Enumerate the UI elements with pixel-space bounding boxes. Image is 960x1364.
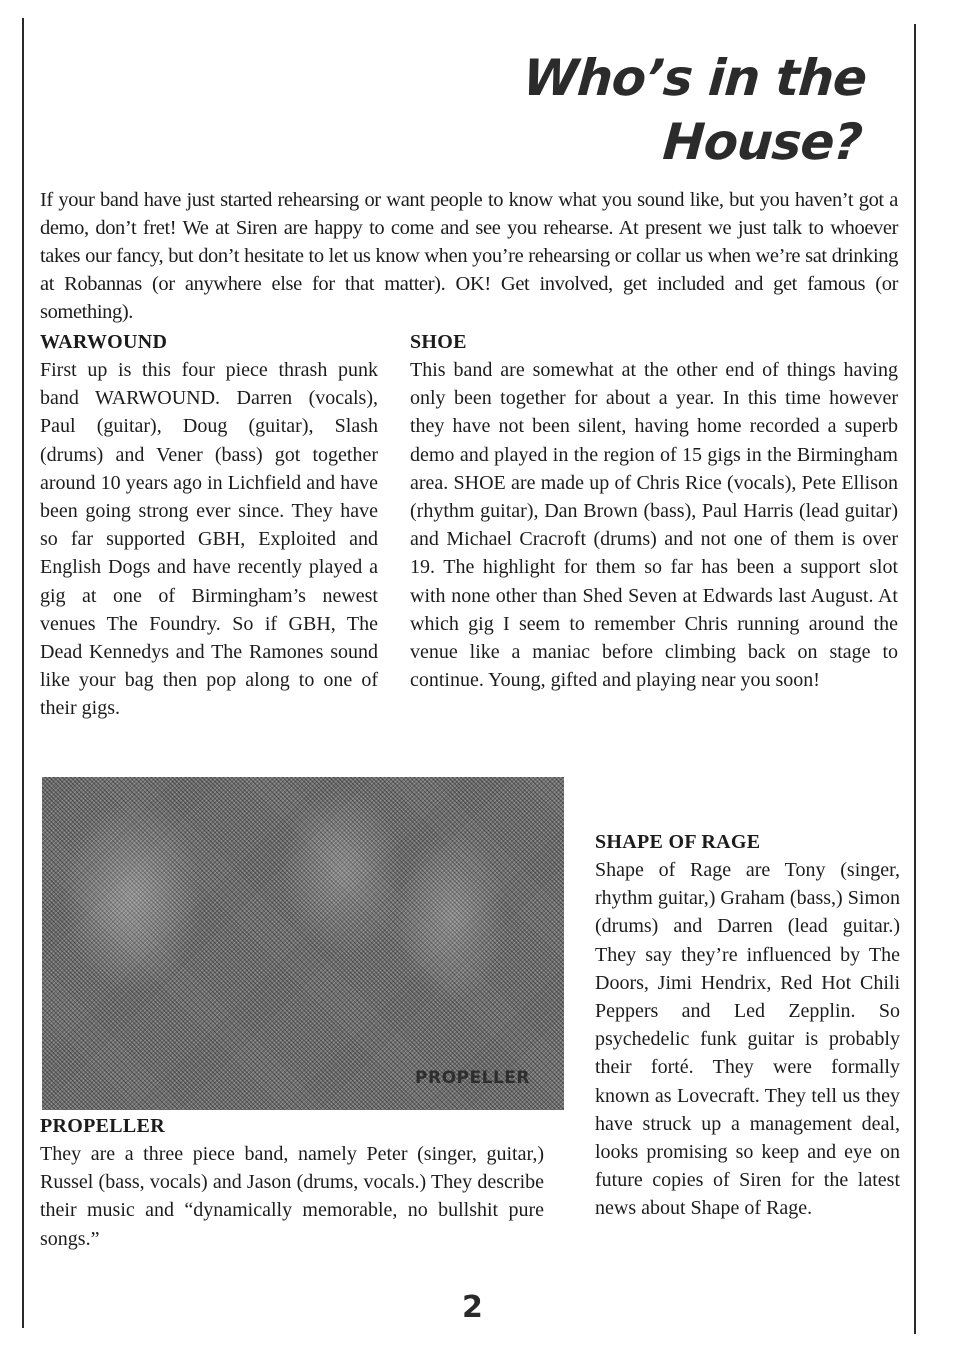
- band-photo-propeller: [42, 777, 564, 1110]
- section-warwound: [40, 328, 378, 723]
- title-line-1: Who’s in the: [521, 49, 869, 107]
- section-heading: SHOE: [410, 331, 467, 353]
- right-border-rule: [914, 24, 916, 1334]
- section-heading: SHAPE OF RAGE: [595, 831, 761, 853]
- section-body: First up is this four piece thrash punk band WARWOUND. Darren (vocals), Paul (guitar), Doug (guitar), Slash (drums) and Vener (bass) got together around 10 years ago in Lichfield and have been going strong ever since. They have so far supported GBH, Exploited and English Dogs and have recently played a gig at one of Birmingham’s newest venues The Foundry. So if GBH, The Dead Kennedys and The Ramones sound like your bag then pop along to one of their gigs.: [40, 359, 378, 720]
- section-propeller: [40, 1112, 544, 1253]
- photo-label: PROPELLER: [415, 1068, 530, 1088]
- section-shape-of-rage: [595, 828, 900, 1223]
- section-body: Shape of Rage are Tony (singer, rhythm guitar,) Graham (bass,) Simon (drums) and Darren (lead guitar.) They say they’re influenced by The Doors, Jimi Hendrix, Red Hot Chili Peppers and Led Zepplin. So psychedelic funk guitar is probably their forté. They were formally known as Lovecraft. They tell us they have struck up a management deal, looks promising so keep and eye on future copies of Siren for the latest news about Shape of Rage.: [595, 859, 900, 1220]
- section-body: They are a three piece band, namely Peter (singer, guitar,) Russel (bass, vocals) and Jason (drums, vocals.) They describe their music and “dynamically memorable, no bullshit pure songs.”: [40, 1143, 544, 1250]
- title-line-2: House?: [661, 113, 864, 171]
- left-border-rule: [22, 18, 24, 1328]
- page-number: 2: [462, 1290, 483, 1325]
- page-title: [517, 46, 869, 174]
- section-heading: PROPELLER: [40, 1115, 165, 1137]
- intro-paragraph: If your band have just started rehearsing or want people to know what you sound like, but you haven’t got a demo, don’t fret! We at Siren are happy to come and see you rehearse. At present we just talk to whoever takes our fancy, but don’t hesitate to let us know when you’re rehearsing or collar us when we’re sat drinking at Robannas (or anywhere else for that matter). OK! Get involved, get included and get famous (or something).: [40, 189, 898, 323]
- section-body: This band are somewhat at the other end of things having only been together for about a year. In this time however they have not been silent, having home recorded a superb demo and played in the region of 15 gigs in the Birmingham area. SHOE are made up of Chris Rice (vocals), Pete Ellison (rhythm guitar), Dan Brown (bass), Paul Harris (lead guitar) and Michael Cracroft (drums) and not one of them is over 19. The highlight for them so far has been a support slot with none other than Shed Seven at Edwards last August. At which gig I seem to remember Chris running around the venue like a maniac before climbing back on stage to continue. Young, gifted and playing near you soon!: [410, 359, 898, 692]
- section-shoe: [410, 328, 898, 694]
- section-heading: WARWOUND: [40, 331, 168, 353]
